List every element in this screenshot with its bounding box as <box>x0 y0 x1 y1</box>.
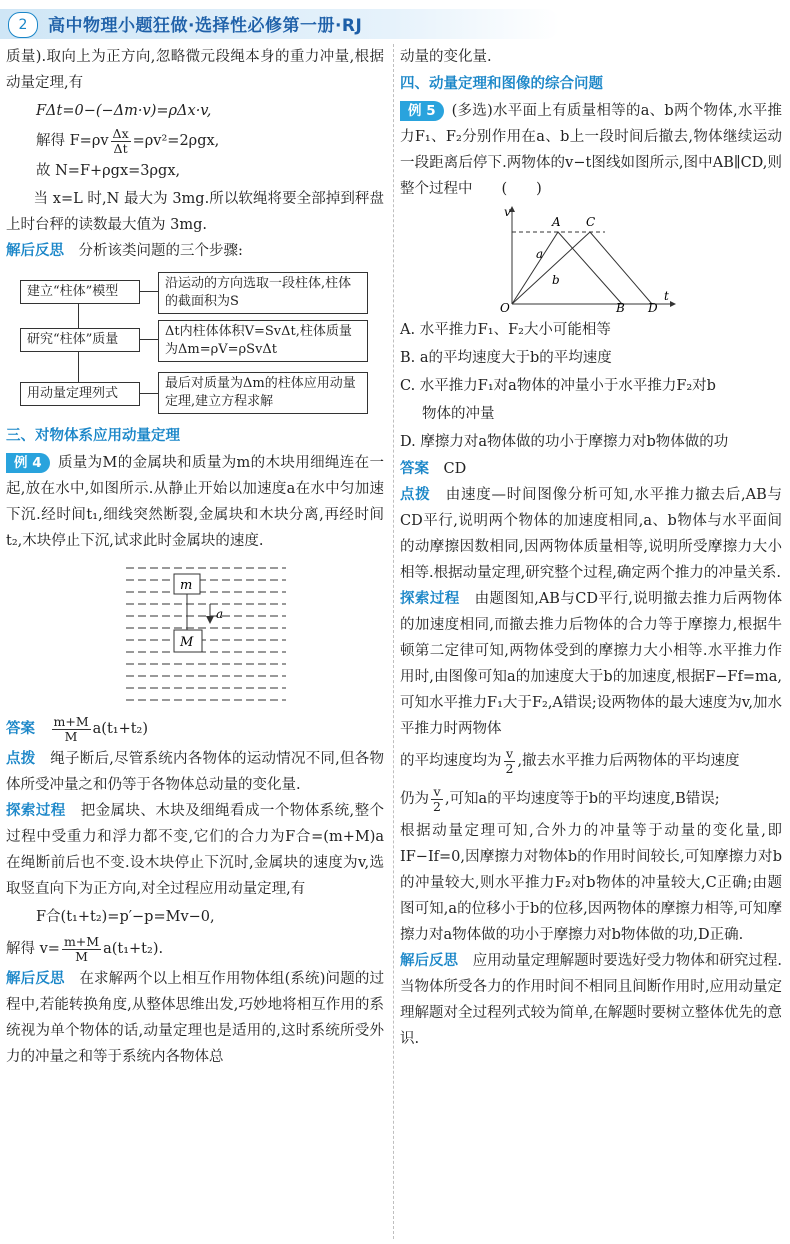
flow-connector <box>140 291 158 292</box>
example-4: 例 4 质量为M的金属块和质量为m的木块用细绳连在一起,放在水中,如图所示.从静止开始以加速度a在水中匀加速下沉.经时间t₁,细线突然断裂,金属块和木块分离,再经时间t₂,木块停止下沉,试求此时金属块的速度. <box>6 455 384 549</box>
page-header <box>0 0 790 44</box>
option-b: B. a的平均速度大于b的平均速度 <box>400 350 612 366</box>
flow-step-1-desc: 沿运动的方向选取一段柱体,柱体的截面积为S <box>158 272 368 314</box>
option-c-cont: 物体的冲量 <box>422 406 495 422</box>
flow-connector <box>140 393 158 394</box>
section-heading: 三、对物体系应用动量定理 <box>6 428 180 444</box>
svg-text:O: O <box>500 301 510 314</box>
example-label: 例 5 <box>400 101 444 121</box>
flow-step-1: 建立“柱体”模型 <box>20 280 140 304</box>
answer: 答案 $\frac{m+M}{M}$ a(t₁+t₂) <box>6 713 149 744</box>
flow-arrow <box>78 351 79 382</box>
equation: 解得 v= $\frac{m+M}{M}$ a(t₁+t₂). <box>6 933 164 964</box>
paragraph: 质量).取向上为正方向,忽略微元段绳本身的重力冲量,根据动量定理,有 <box>6 49 384 91</box>
flow-connector <box>140 339 158 340</box>
svg-text:A: A <box>552 215 561 229</box>
svg-text:v: v <box>504 205 511 219</box>
left-column <box>6 44 384 1070</box>
flow-chart <box>6 270 384 420</box>
section-heading: 四、动量定理和图像的综合问题 <box>400 76 603 92</box>
svg-text:a: a <box>536 247 544 261</box>
paragraph: 动量的变化量. <box>400 49 492 65</box>
explore-cont: 根据动量定理可知,合外力的冲量等于动量的变化量,即IF−If=0,因摩擦力对物体b的作用时间较长,可知摩擦力对b的冲量较大,则水平推力F₂对b物体的冲量较大,C正确;由题图可知,a的位移小于b的位移,因两物体的摩擦力相等,可知摩擦力对a物体做的功小于摩擦力对b物体做的功,D正确. <box>400 823 782 943</box>
svg-text:M: M <box>180 635 194 650</box>
figure-metal-block-wood-block <box>6 558 384 708</box>
equation: F合(t₁+t₂)=p′−p=Mv−0, <box>36 909 215 925</box>
svg-text:C: C <box>586 215 596 229</box>
svg-text:D: D <box>648 301 658 314</box>
answer-bracket: ( ) <box>501 181 542 197</box>
svg-text:a: a <box>216 607 224 621</box>
vt-graph <box>400 204 782 314</box>
option-a: A. 水平推力F₁、F₂大小可能相等 <box>400 322 611 338</box>
reflection: 解后反思 分析该类问题的三个步骤: <box>6 243 243 259</box>
explore-label: 探索过程 <box>400 591 460 607</box>
explore-cont: 的平均速度均为 $\frac{v}{2}$ ,撤去水平推力后两物体的平均速度 <box>400 745 740 776</box>
page-number: 2 <box>8 12 38 38</box>
paragraph: 当 x=L 时,N 最大为 3mg.所以软绳将要全部掉到秤盘上时台秤的读数最大值为 3mg. <box>6 191 384 233</box>
svg-text:t: t <box>664 289 669 303</box>
answer-label: 答案 <box>400 461 429 477</box>
option-c: C. 水平推力F₁对a物体的冲量小于水平推力F₂对b <box>400 378 716 394</box>
answer: 答案 CD <box>400 461 467 477</box>
explore-label: 探索过程 <box>6 803 66 819</box>
hint-label: 点拨 <box>6 751 36 767</box>
option-d: D. 摩擦力对a物体做的功小于摩擦力对b物体做的功 <box>400 434 729 450</box>
column-divider <box>393 44 394 1239</box>
svg-text:m: m <box>180 578 193 593</box>
reflection: 解后反思 应用动量定理解题时要选好受力物体和研究过程.当物体所受各力的作用时间不相同且间断作用时,应用动量定理解题对全过程列式较为简单,在解题时要树立整体优先的意识. <box>400 953 783 1047</box>
flow-step-2-desc: Δt内柱体体积V=SvΔt,柱体质量为Δm=ρV=ρSvΔt <box>158 320 368 362</box>
hint-label: 点拨 <box>400 487 431 503</box>
explore: 探索过程 由题图知,AB与CD平行,说明撤去推力后两物体的加速度相同,而撤去推力后物体的合力等于摩擦力,根据牛顿第二定律可知,两物体受到的摩擦力大小相等.水平推力作用时,由图像可知a的加速度大于b的加速度,根据F−Ff=ma,可知水平推力F₁大于F₂,A错误;设两物体的最大速度为v,加水平推力时两物体 <box>400 591 782 737</box>
reflection: 解后反思 在求解两个以上相互作用物体组(系统)问题的过程中,若能转换角度,从整体思维出发,巧妙地将相互作用的系统视为单个物体的话,动量定理也是适用的,这时系统所受外力的冲量之和等于系统内各物体总 <box>6 971 385 1065</box>
answer-label: 答案 <box>6 721 35 737</box>
equation: 解得 F=ρv $\frac{\Delta x}{\Delta t}$ =ρv²=2ρgx, <box>36 125 220 156</box>
fraction: $\frac{\Delta x}{\Delta t}$ <box>112 125 129 156</box>
reflection-label: 解后反思 <box>6 243 64 259</box>
svg-text:B: B <box>616 301 625 314</box>
right-column <box>400 44 782 1052</box>
hint: 点拨 绳子断后,尽管系统内各物体的运动情况不同,但各物体所受冲量之和仍等于各物体总动量的变化量. <box>6 751 385 793</box>
svg-text:b: b <box>552 273 560 287</box>
flow-step-3: 用动量定理列式 <box>20 382 140 406</box>
equation: FΔt=0−(−Δm·v)=ρΔx·v, <box>36 103 212 119</box>
book-title: 高中物理小题狂做·选择性必修第一册·RJ <box>48 16 363 36</box>
reflection-label: 解后反思 <box>400 953 459 969</box>
explore: 探索过程 把金属块、木块及细绳看成一个物体系统,整个过程中受重力和浮力都不变,它们的合力为F合=(m+M)a 在绳断前后也不变.设木块停止下沉时,金属块的速度为v,选取竖直向下为正方向,对全过程应用动量定理,有 <box>6 803 385 897</box>
hint: 点拨 由速度—时间图像分析可知,水平推力撤去后,AB与CD平行,说明两个物体的加速度相同,a、b物体与水平面间的动摩擦因数相同,因两物体质量相等,说明所受摩擦力大小相等.根据动量定理,研究整个过程,确定两个推力的冲量关系. <box>400 487 783 581</box>
explore-cont: 仍为 $\frac{v}{2}$ ,可知a的平均速度等于b的平均速度,B错误; <box>400 783 720 814</box>
flow-arrow <box>78 303 79 328</box>
example-5: 例 5 (多选)水平面上有质量相等的a、b两个物体,水平推力F₁、F₂分别作用在a、b上一段时间后撤去,物体继续运动一段距离后停下.两物体的v−t图线如图所示,图中AB∥CD,则整个过程中 ( ) <box>400 103 782 197</box>
equation: 故 N=F+ρgx=3ρgx, <box>36 163 181 179</box>
reflection-label: 解后反思 <box>6 971 65 987</box>
flow-step-3-desc: 最后对质量为Δm的柱体应用动量定理,建立方程求解 <box>158 372 368 414</box>
example-label: 例 4 <box>6 453 50 473</box>
flow-step-2: 研究“柱体”质量 <box>20 328 140 352</box>
